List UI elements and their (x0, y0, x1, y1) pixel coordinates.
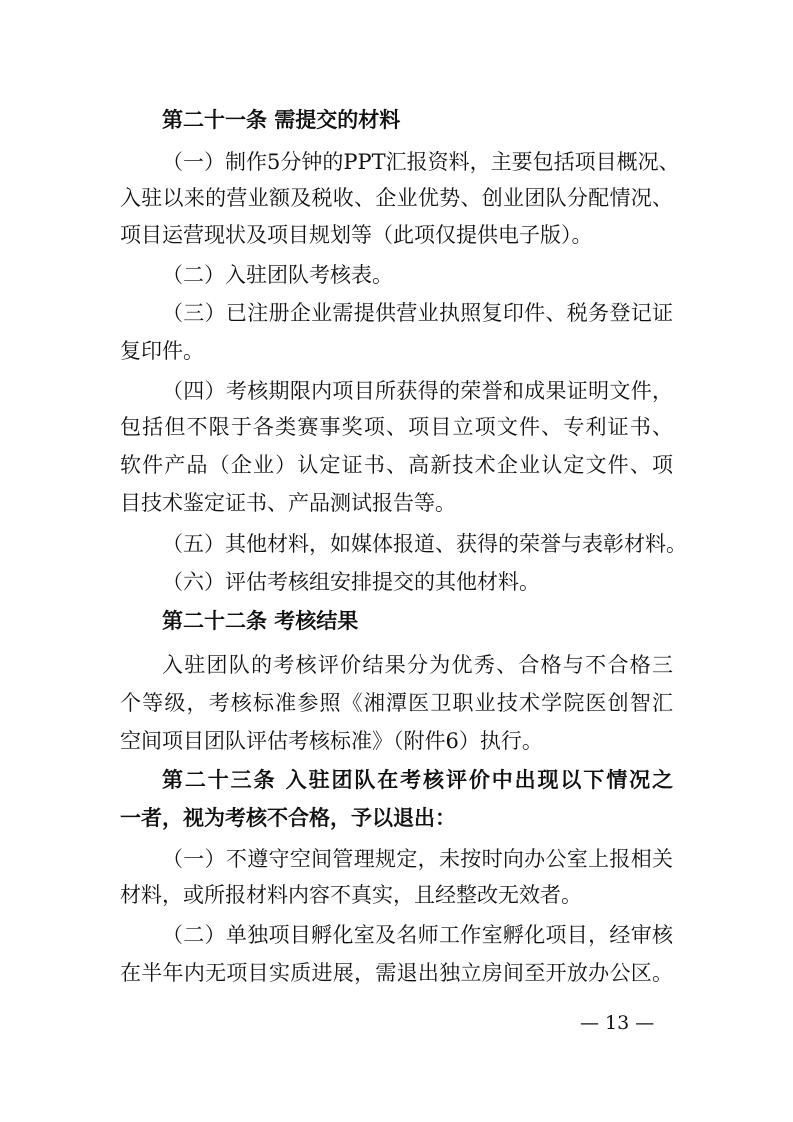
article-22-body-line-2: 个等级，考核标准参照《湘潭医卫职业技术学院医创智汇 (120, 691, 673, 715)
article-22-heading: 第二十二条 考核结果 (162, 608, 359, 633)
article-21-item-2: （二）入驻团队考核表。 (162, 263, 393, 287)
page-number: — 13 — (580, 1012, 655, 1034)
article-23-item-1-line-2: 材料，或所报材料内容不真实，且经整改无效者。 (120, 883, 582, 907)
article-23-item-2-line-1: （二）单独项目孵化室及名师工作室孵化项目，经审核 (162, 923, 673, 947)
article-21-item-6: （六）评估考核组安排提交的其他材料。 (162, 570, 540, 594)
article-22-body-line-1: 入驻团队的考核评价结果分为优秀、合格与不合格三 (162, 653, 673, 677)
article-21-item-4-line-2: 包括但不限于各类赛事奖项、项目立项文件、专利证书、 (120, 415, 673, 439)
article-23-item-1-line-1: （一）不遵守空间管理规定，未按时向办公室上报相关 (162, 847, 673, 871)
article-21-item-4-line-1: （四）考核期限内项目所获得的荣誉和成果证明文件， (162, 379, 673, 403)
article-21-heading: 第二十一条 需提交的材料 (162, 107, 401, 132)
article-21-item-3-line-2: 复印件。 (120, 339, 204, 363)
article-21-item-4-line-3: 软件产品（企业）认定证书、高新技术企业认定文件、项 (120, 453, 673, 477)
article-21-item-1-line-1: （一）制作5分钟的PPT汇报资料，主要包括项目概况、 (162, 150, 680, 174)
article-23-heading-line-1: 第二十三条 入驻团队在考核评价中出现以下情况之 (162, 767, 673, 792)
article-22-body-line-3: 空间项目团队评估考核标准》（附件6）执行。 (120, 729, 543, 753)
article-23-heading-line-2: 一者，视为考核不合格，予以退出： (120, 805, 456, 830)
article-21-item-4-line-4: 目技术鉴定证书、产品测试报告等。 (120, 491, 456, 515)
article-21-item-3-line-1: （三）已注册企业需提供营业执照复印件、税务登记证 (162, 301, 673, 325)
article-21-item-1-line-2: 入驻以来的营业额及税收、企业优势、创业团队分配情况、 (120, 186, 673, 210)
article-21-item-5: （五）其他材料，如媒体报道、获得的荣誉与表彰材料。 (162, 532, 687, 556)
article-23-item-2-line-2: 在半年内无项目实质进展，需退出独立房间至开放办公区。 (120, 961, 673, 985)
article-21-item-1-line-3: 项目运营现状及项目规划等（此项仅提供电子版）。 (120, 223, 593, 247)
